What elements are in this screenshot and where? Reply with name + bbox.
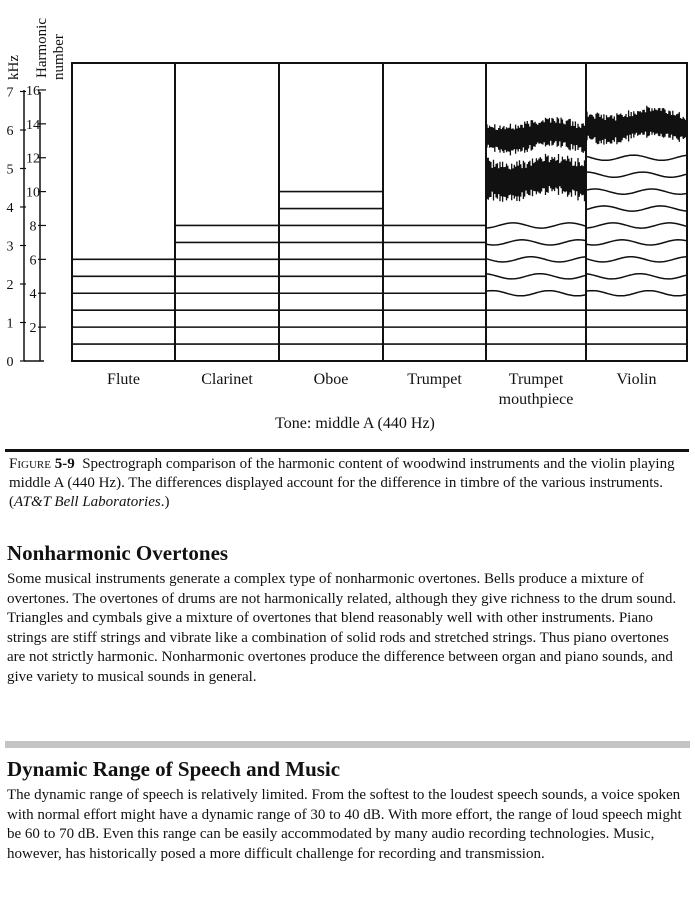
panel-violin — [586, 63, 687, 388]
section-divider — [5, 741, 690, 748]
panel-clarinet — [175, 63, 279, 388]
harmonic-tick-label: 6 — [29, 253, 37, 269]
section-dynamic-range — [7, 756, 687, 864]
khz-tick-label: 2 — [6, 278, 14, 293]
panel-frame — [72, 63, 175, 361]
khz-tick-label: 4 — [6, 201, 14, 216]
harmonic-tick-label: 4 — [29, 287, 37, 303]
instrument-label: Violin — [616, 371, 657, 388]
instrument-label: Trumpet — [508, 371, 564, 388]
caption-number: 5-9 — [54, 456, 75, 472]
panel-trumpet-mouthpiece — [486, 63, 586, 408]
panel-oboe — [279, 63, 383, 388]
instrument-label: Oboe — [313, 371, 349, 388]
harmonic-tick-label: 10 — [26, 185, 40, 201]
spectrograph-figure — [0, 0, 695, 445]
khz-tick-label: 0 — [6, 355, 14, 370]
panel-frame — [486, 63, 586, 361]
figure-rule — [5, 449, 689, 452]
khz-tick-label: 1 — [6, 316, 14, 332]
panel-frame — [383, 63, 486, 361]
harmonic-axis-title-line2: number — [51, 34, 67, 80]
panel-frame — [279, 63, 383, 361]
section-nonharmonic-overtones — [7, 540, 687, 687]
section-body: The dynamic range of speech is relatively limited. From the softest to the loudest speech sounds, a voice spoken with normal effort might have a dynamic range of 30 to 40 dB. With more effort, the range of loud speech might be 60 to 70 dB. Even this range can be easily accommodated by many audio recording technologies. Music, however, has historically posed a more difficult challenge for recording and transmission. — [7, 787, 682, 862]
section-title: Dynamic Range of Speech and Music — [7, 757, 341, 781]
harmonic-tick-label: 2 — [29, 321, 37, 337]
section-title: Nonharmonic Overtones — [7, 541, 229, 565]
tone-label: Tone: middle A (440 Hz) — [275, 415, 435, 432]
harmonic-axis-title-line1: Harmonic — [34, 18, 50, 78]
axis-group — [7, 84, 47, 370]
khz-axis-title: kHz — [6, 55, 22, 80]
caption-label: Figure — [9, 456, 51, 472]
khz-tick-label: 3 — [6, 239, 14, 255]
instrument-label: Flute — [107, 371, 140, 388]
harmonic-tick-label: 14 — [26, 117, 40, 133]
instrument-panels — [72, 63, 687, 408]
khz-tick-label: 5 — [6, 162, 14, 178]
caption-credit: AT&T Bell Laboratories — [14, 494, 161, 510]
harmonic-tick-label: 8 — [29, 219, 37, 235]
panel-frame — [586, 63, 687, 361]
khz-tick-label: 7 — [6, 85, 14, 101]
instrument-label: Clarinet — [201, 371, 253, 388]
khz-tick-label: 6 — [6, 124, 14, 139]
panel-flute — [72, 63, 175, 388]
section-body: Some musical instruments generate a complex type of nonharmonic overtones. Bells produce a mixture of overtones. The overtones of drums are not harmonically related, although they give richness to the drum sound. Triangles and cymbals give a mixture of overtones that blend reasonably well with other instruments. Piano strings are stiff strings and vibrate like a combination of solid rods and stretched strings. Thus piano overtones are not strictly harmonic. Nonharmonic overtones produce the difference between organ and piano sounds, and give variety to musical sounds in general. — [7, 571, 677, 685]
harmonic-tick-label: 12 — [26, 151, 40, 167]
caption-text: Spectrograph comparison of the harmonic content of woodwind instruments and the violin playing middle A (440 Hz). The differences displayed account for the difference in timbre of the various instruments. ( — [9, 456, 675, 510]
instrument-label-line2: mouthpiece — [498, 391, 574, 408]
caption-end: .) — [160, 494, 170, 510]
instrument-label: Trumpet — [407, 371, 462, 388]
panel-frame — [175, 63, 279, 361]
harmonic-tick-label: 16 — [26, 83, 40, 99]
figure-caption — [9, 455, 685, 512]
panel-trumpet — [383, 63, 486, 388]
